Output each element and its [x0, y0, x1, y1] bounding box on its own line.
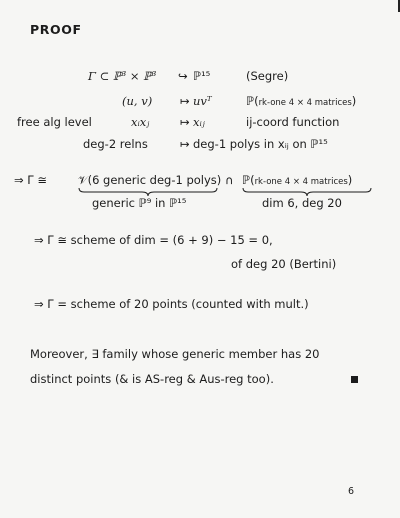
free-alg-rhs: xᵢⱼ	[193, 115, 205, 129]
map-lhs: (u, v)	[122, 94, 153, 108]
moreover-line-1: Moreover, ∃ family whose generic member has 20	[30, 347, 320, 361]
page-number: 6	[348, 486, 355, 497]
deg2-rhs: deg-1 polys in xᵢⱼ on ℙ¹⁵	[193, 137, 328, 151]
map-rhs: uvᵀ	[193, 94, 212, 108]
qed-square-icon	[351, 376, 358, 383]
free-alg-label: free alg level	[17, 115, 92, 129]
scheme-line-2: of deg 20 (Bertini)	[231, 257, 337, 271]
brace2-label: dim 6, deg 20	[262, 196, 342, 210]
moreover-line-2: distinct points (& is AS-reg & Aus-reg too).	[30, 372, 274, 386]
points-line: ⇒ Γ = scheme of 20 points (counted with mult.)	[34, 297, 309, 311]
scheme-line-1: ⇒ Γ ≅ scheme of dim = (6 + 9) − 15 = 0,	[34, 233, 273, 247]
free-alg-lhs: xᵢxⱼ	[131, 115, 150, 129]
segre-arrow: ↪	[178, 69, 188, 83]
deg2-label: deg-2 relns	[83, 137, 148, 151]
slide-title: PROOF	[30, 22, 82, 37]
gamma-iso-cap: ∩	[225, 173, 234, 187]
map-note: ℙ(rk-one 4 × 4 matrices)	[246, 94, 357, 108]
deg2-arrow: ↦	[180, 137, 190, 151]
brace1-label: generic ℙ⁹ in ℙ¹⁵	[92, 196, 187, 210]
gamma-iso-v-part: 𝒱(6 generic deg-1 polys)	[78, 173, 222, 187]
free-alg-note: ij-coord function	[246, 115, 340, 129]
segre-lhs: Γ ⊂ ℙ³ × ℙ³	[88, 69, 157, 83]
segre-note: (Segre)	[246, 69, 289, 83]
gamma-iso-prefix: ⇒ Γ ≅	[14, 173, 47, 187]
segre-rhs: ℙ¹⁵	[193, 69, 211, 83]
map-arrow: ↦	[180, 94, 190, 108]
gamma-iso-p-part: ℙ(rk-one 4 × 4 matrices)	[242, 173, 353, 187]
free-alg-arrow: ↦	[180, 115, 190, 129]
